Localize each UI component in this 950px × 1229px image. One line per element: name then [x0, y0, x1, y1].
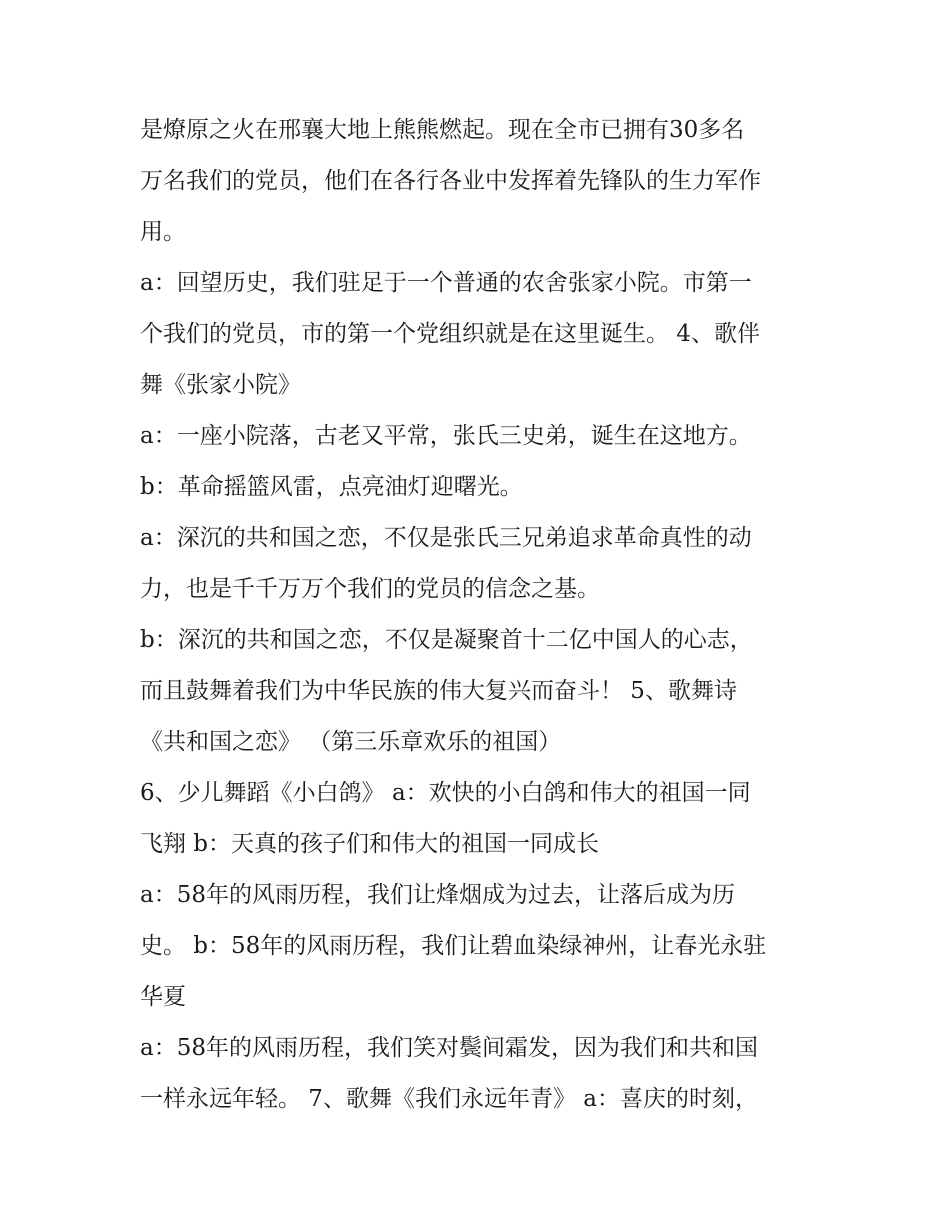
text-line-1: 是燎原之火在邢襄大地上熊熊燃起。现在全市已拥有30多名 [140, 117, 745, 143]
text-line-13: 《共和国之恋》 （第三乐章欢乐的祖国） [140, 729, 562, 755]
text-line-20: 一样永远年轻。 7、歌舞《我们永远年青》 a：喜庆的时刻， [140, 1086, 758, 1112]
text-line-11: b：深沉的共和国之恋，不仅是凝聚首十二亿中国人的心志， [140, 627, 753, 653]
text-line-12: 而且鼓舞着我们为中华民族的伟大复兴而奋斗！ 5、歌舞诗 [140, 678, 737, 704]
text-line-15: 飞翔 b：天真的孩子们和伟大的祖国一同成长 [140, 831, 600, 857]
document-body [140, 105, 820, 1125]
text-line-16: a：58年的风雨历程，我们让烽烟成为过去，让落后成为历 [140, 882, 735, 908]
text-line-3: 用。 [140, 219, 186, 245]
text-line-7: a：一座小院落，古老又平常，张氏三史弟，诞生在这地方。 [140, 423, 752, 449]
text-line-19: a：58年的风雨历程，我们笑对鬓间霜发，因为我们和共和国 [140, 1035, 758, 1061]
text-line-2: 万名我们的党员，他们在各行各业中发挥着先锋队的生力军作 [140, 168, 761, 194]
text-line-17: 史。 b：58年的风雨历程，我们让碧血染绿神州，让春光永驻 [140, 933, 767, 959]
text-line-9: a：深沉的共和国之恋，不仅是张氏三兄弟追求革命真性的动 [140, 525, 752, 551]
text-line-8: b：革命摇篮风雷，点亮油灯迎曙光。 [140, 474, 523, 500]
text-line-6: 舞《张家小院》 [140, 372, 301, 398]
text-line-10: 力，也是千千万万个我们的党员的信念之基。 [140, 576, 600, 602]
text-line-4: a：回望历史，我们驻足于一个普通的农舍张家小院。市第一 [140, 270, 752, 296]
text-line-5: 个我们的党员，市的第一个党组织就是在这里诞生。 4、歌伴 [140, 321, 760, 347]
text-line-14: 6、少儿舞蹈《小白鸽》 a：欢快的小白鸽和伟大的祖国一同 [140, 780, 751, 806]
text-line-18: 华夏 [140, 984, 186, 1010]
